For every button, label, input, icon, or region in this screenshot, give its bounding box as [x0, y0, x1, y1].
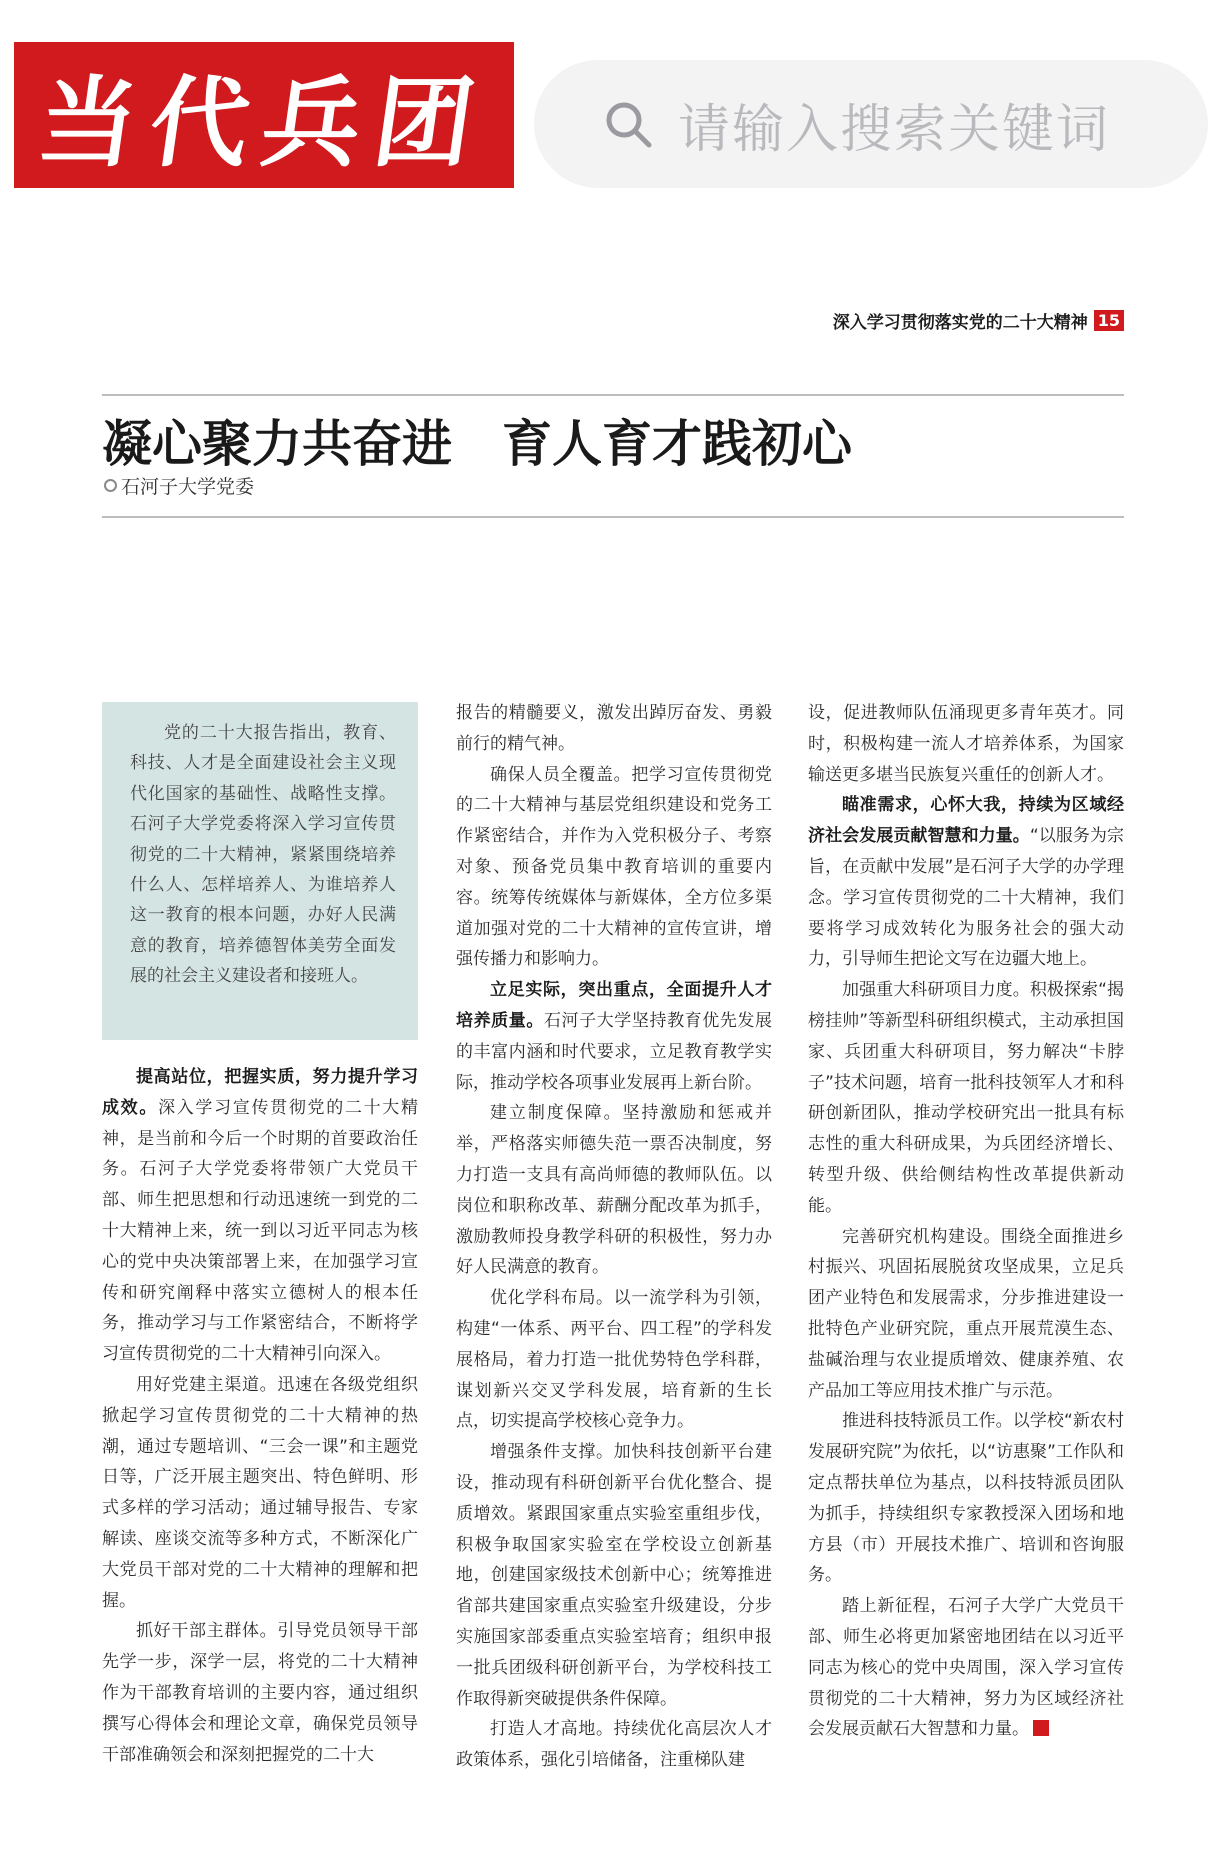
title-rule-bottom — [102, 516, 1124, 518]
paragraph: 优化学科布局。以一流学科为引领，构建“一体系、两平台、四工程”的学科发展格局，着力打造一批优势特色学科群，谋划新兴交叉学科发展，培育新的生长点，切实提高学校核心竞争力。 — [456, 1288, 772, 1432]
logo-text: 当代兵团 — [30, 65, 495, 181]
paragraph: 增强条件支撑。加快科技创新平台建设，推动现有科研创新平台优化整合、提质增效。紧跟国家重点实验室重组步伐，积极争取国家实验室在学校设立创新基地，创建国家级技术创新中心；统筹推进省部共建国家重点实验室升级建设，分步实施国家部委重点实验室培育；组织申报一批兵团级科研创新平台，为学校科技工作取得新突破提供条件保障。 — [456, 1442, 772, 1709]
paragraph: 建立制度保障。坚持激励和惩戒并举，严格落实师德失范一票否决制度，努力打造一支具有高尚师德的教师队伍。以岗位和职称改革、薪酬分配改革为抓手，激励教师投身教学科研的积极性，努力办好人民满意的教育。 — [456, 1103, 772, 1278]
paragraph: 完善研究机构建设。围绕全面推进乡村振兴、巩固拓展脱贫攻坚成果，立足兵团产业特色和发展需求，分步推进建设一批特色产业研究院，重点开展荒漠生态、盐碱治理与农业提质增效、健康养殖、农产品加工等应用技术推广与示范。 — [808, 1226, 1124, 1401]
paragraph — [808, 1591, 1124, 1745]
abstract-text: 党的二十大报告指出，教育、科技、人才是全面建设社会主义现代化国家的基础性、战略性支撑。石河子大学党委将深入学习宣传贯彻党的二十大精神，紧紧围绕培养什么人、怎样培养人、为谁培养人这一教育的根本问题，办好人民满意的教育，培养德智体美劳全面发展的社会主义建设者和接班人。 — [130, 723, 396, 987]
running-head — [833, 308, 1124, 333]
paragraph — [456, 975, 772, 1098]
paragraph — [808, 790, 1124, 975]
running-head-text: 深入学习贯彻落实党的二十大精神 — [832, 313, 1088, 333]
paragraph-body: 深入学习宣传贯彻党的二十大精神，是当前和今后一个时期的首要政治任务。石河子大学党委将带领广大党员干部、师生把思想和行动迅速统一到党的二十大精神上来，统一到以习近平同志为核心的党中央决策部署上来，在加强学习宣传和研究阐释中落实立德树人的根本任务，推动学习与工作紧密结合，不断将学习宣传贯彻党的二十大精神引向深入。 — [102, 1097, 418, 1365]
column-3 — [808, 698, 1124, 1745]
paragraph: 报告的精髓要义，激发出踔厉奋发、勇毅前行的精气神。 — [456, 703, 772, 754]
column-1 — [102, 1062, 418, 1770]
paragraph-lead: 提高站位，把握实质，努力提升学习成效。 — [102, 1067, 418, 1118]
abstract-box — [102, 702, 418, 1040]
paragraph: 加强重大科研项目力度。积极探索“揭榜挂帅”等新型科研组织模式，主动承担国家、兵团重大科研项目，努力解决“卡脖子”技术问题，培育一批科技领军人才和科研创新团队，推动学校研究出一批具有标志性的重大科研成果，为兵团经济增长、转型升级、供给侧结构性改革提供新动能。 — [808, 980, 1124, 1216]
article-title: 凝心聚力共奋进 育人育才践初心 — [102, 415, 852, 473]
paragraph: 确保人员全覆盖。把学习宣传贯彻党的二十大精神与基层党组织建设和党务工作紧密结合，并作为入党积极分子、考察对象、预备党员集中教育培训的重要内容。统筹传统媒体与新媒体，全方位多渠道加强对党的二十大精神的宣传宣讲，增强传播力和影响力。 — [456, 764, 772, 970]
column-2 — [456, 698, 772, 1776]
search-input[interactable]: 请输入搜索关键词 — [678, 99, 1111, 160]
paragraph: 推进科技特派员工作。以学校“新农村发展研究院”为依托，以“访惠聚”工作队和定点帮扶单位为基点，以科技特派员团队为抓手，持续组织专家教授深入团场和地方县（市）开展技术推广、培训和咨询服务。 — [808, 1411, 1124, 1586]
paragraph: 抓好干部主群体。引导党员领导干部先学一步，深学一层，将党的二十大精神作为干部教育培训的主要内容，通过组织撰写心得体会和理论文章，确保党员领导干部准确领会和深刻把握党的二十大 — [102, 1621, 418, 1765]
paragraph: 打造人才高地。持续优化高层次人才政策体系，强化引培储备，注重梯队建 — [456, 1719, 772, 1771]
paragraph-body: 踏上新征程，石河子大学广大党员干部、师生必将更加紧密地团结在以习近平同志为核心的党中央周围，深入学习宣传贯彻党的二十大精神，努力为区域经济社会发展贡献石大智慧和力量。 — [808, 1596, 1124, 1740]
paragraph: 用好党建主渠道。迅速在各级党组织掀起学习宣传贯彻党的二十大精神的热潮，通过专题培训、“三会一课”和主题党日等，广泛开展主题突出、特色鲜明、形式多样的学习活动；通过辅导报告、专家解读、座谈交流等多种方式，不断深化广大党员干部对党的二十大精神的理解和把握。 — [102, 1374, 418, 1611]
bullet-ring-icon — [104, 479, 117, 492]
page-number: 15 — [1094, 310, 1124, 331]
end-mark-icon — [1033, 1720, 1049, 1736]
byline — [104, 472, 254, 499]
paragraph-body: “以服务为宗旨，在贡献中发展”是石河子大学的办学理念。学习宣传贯彻党的二十大精神，我们要将学习成效转化为服务社会的强大动力，引导师生把论文写在边疆大地上。 — [808, 826, 1124, 970]
byline-author: 石河子大学党委 — [121, 476, 255, 498]
paragraph-lead: 立足实际，突出重点，全面提升人才培养质量。 — [456, 980, 772, 1031]
paragraph-body: 石河子大学坚持教育优先发展的丰富内涵和时代要求，立足教育教学实际，推动学校各项事业发展再上新台阶。 — [456, 1010, 773, 1093]
paragraph: 设，促进教师队伍涌现更多青年英才。同时，积极构建一流人才培养体系，为国家输送更多堪当民族复兴重任的创新人才。 — [808, 703, 1124, 785]
paragraph — [102, 1062, 418, 1370]
paragraph-lead: 瞄准需求，心怀大我，持续为区域经济社会发展贡献智慧和力量。 — [808, 795, 1124, 847]
title-rule-top — [102, 394, 1124, 396]
